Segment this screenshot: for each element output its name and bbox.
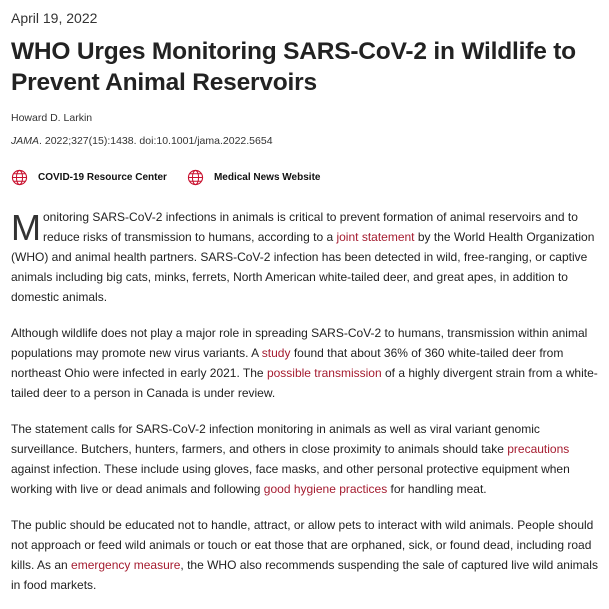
drop-cap: M [11,207,41,248]
article-title: WHO Urges Monitoring SARS-CoV-2 in Wildlife to Prevent Animal Reservoirs [11,38,576,96]
author-name: Howard D. Larkin [11,112,93,124]
medical-news-website-link[interactable] [187,169,321,186]
paragraph-3-text-a: The statement calls for SARS-CoV-2 infection monitoring in animals as well as viral variant genomic surveillance. Butchers, hunters, farmers, and others in close proximity to animals should take [11,422,540,456]
paragraph-2-text-b: found that about 36% of 360 white-tailed deer from northeast Ohio were infected in early 2021. The [11,346,564,380]
medical-news-website-label: Medical News Website [213,171,321,183]
article-body [11,207,598,595]
publication-date: April 19, 2022 [11,10,98,26]
joint-statement-link[interactable]: joint statement [336,230,415,244]
paragraph-2 [11,323,598,403]
possible-transmission-link[interactable]: possible transmission [266,366,382,380]
article-page [0,9,609,609]
paragraph-4-text-b: , the WHO also recommends suspending the sale of captured live wild animals in food markets. [11,558,598,592]
globe-icon [187,169,204,186]
paragraph-3-text-b: against infection. These include using gloves, face masks, and other personal protective equipment when working with live or dead animals and following [11,462,570,496]
study-link[interactable]: study [261,346,291,360]
precautions-link[interactable]: precautions [507,442,570,456]
resource-links [11,167,598,187]
citation [11,134,598,148]
paragraph-1-text-b: by the World Health Organization (WHO) and animal health partners. SARS-CoV-2 infection has been detected in wild, free-ranging, or captive animals including big cats, minks, ferrets, North American white-tailed deer, and great apes, in addition to domestic animals. [11,230,595,304]
citation-details: . 2022;327(15):1438. doi:10.1001/jama.2022.5654 [39,135,273,147]
citation-journal: JAMA [11,135,40,147]
emergency-measure-link[interactable]: emergency measure [71,558,181,572]
covid-resource-center-link[interactable] [11,169,167,186]
paragraph-3 [11,419,598,499]
paragraph-2-text-c: of a highly divergent strain from a white-tailed deer to a person in Canada is under review. [11,366,598,400]
paragraph-1 [11,207,598,307]
globe-icon [11,169,28,186]
paragraph-1-text-a: onitoring SARS-CoV-2 infections in animals is critical to prevent formation of animal reservoirs and to reduce risks of transmission to humans, according to a [43,210,578,244]
good-hygiene-practices-link[interactable]: good hygiene practices [263,482,388,496]
paragraph-4-text-a: The public should be educated not to handle, attract, or allow pets to interact with wild animals. People should not approach or feed wild animals or touch or eat those that are orphaned, sick, or found dead, including road kills. As an [11,518,594,572]
paragraph-2-text-a: Although wildlife does not play a major role in spreading SARS-CoV-2 to humans, transmission within animal populations may promote new virus variants. A [11,326,588,360]
covid-resource-center-label: COVID-19 Resource Center [38,171,167,183]
paragraph-3-text-c: for handling meat. [387,482,487,496]
paragraph-4 [11,515,598,595]
